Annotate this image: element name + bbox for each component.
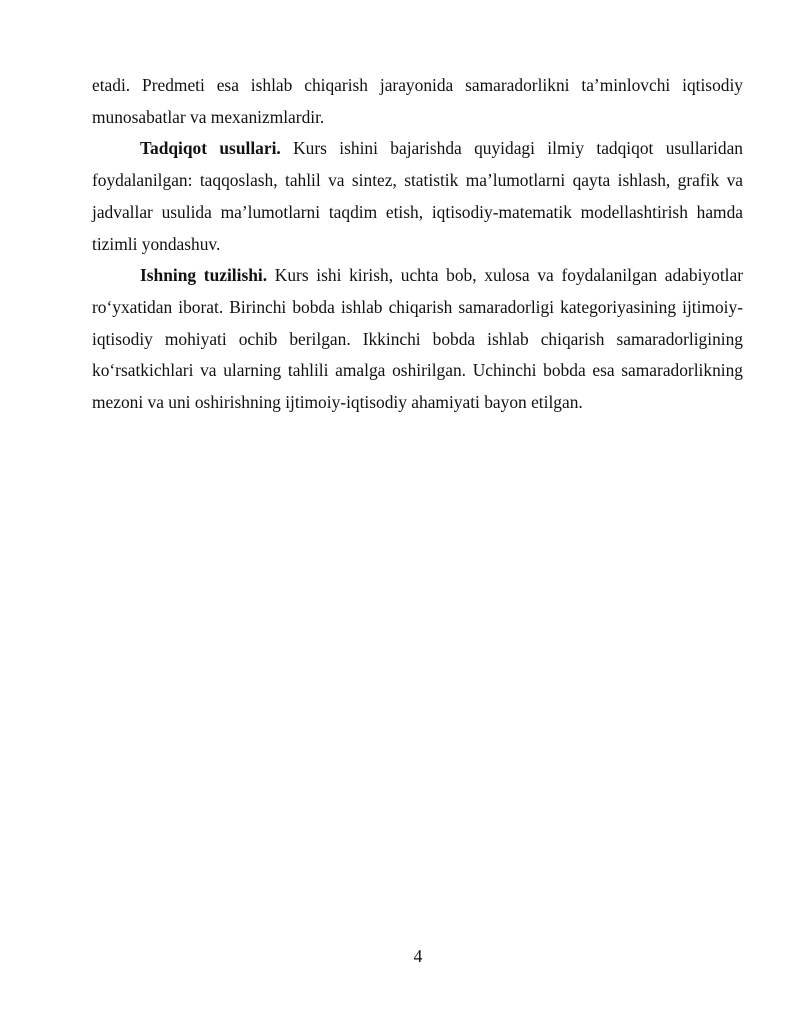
page-number: 4: [413, 946, 423, 966]
paragraph-text: Kurs ishi kirish, uchta bob, xulosa va foydalanilgan adabiyotlar ro‘yxatidan iborat. Birinchi bobda ishlab chiqarish samaradorligi kategoriyasining ijtimoiy-iqtisodiy mohiyati ochib berilgan. Ikkinchi bobda ishlab chiqarish samaradorligining ko‘rsatkichlari va ularning tahlili amalga oshirilgan. Uchinchi bobda esa samaradorlikning mezoni va uni oshirishning ijtimoiy-iqtisodiy ahamiyati bayon etilgan.: [92, 265, 743, 413]
paragraph-text: Kurs ishini bajarishda quyidagi ilmiy tadqiqot usullaridan foydalanilgan: taqqoslash, tahlil va sintez, statistik ma’lumotlarni qayta ishlash, grafik va jadvallar usulida ma’lumotlarni taqdim etish, iqtisodiy-matematik modellashtirish hamda tizimli yondashuv.: [92, 138, 743, 254]
paragraph-text: etadi. Predmeti esa ishlab chiqarish jarayonida samaradorlikni ta’minlovchi iqtisodiy munosabatlar va mexanizmlardir.: [92, 75, 743, 127]
paragraph-continuation: [92, 70, 743, 133]
paragraph-heading: Tadqiqot usullari.: [140, 138, 281, 159]
paragraph-work-structure: [92, 260, 743, 419]
body-text: [92, 70, 743, 419]
paragraph-heading: Ishning tuzilishi.: [140, 265, 268, 286]
paragraph-research-methods: [92, 133, 743, 260]
